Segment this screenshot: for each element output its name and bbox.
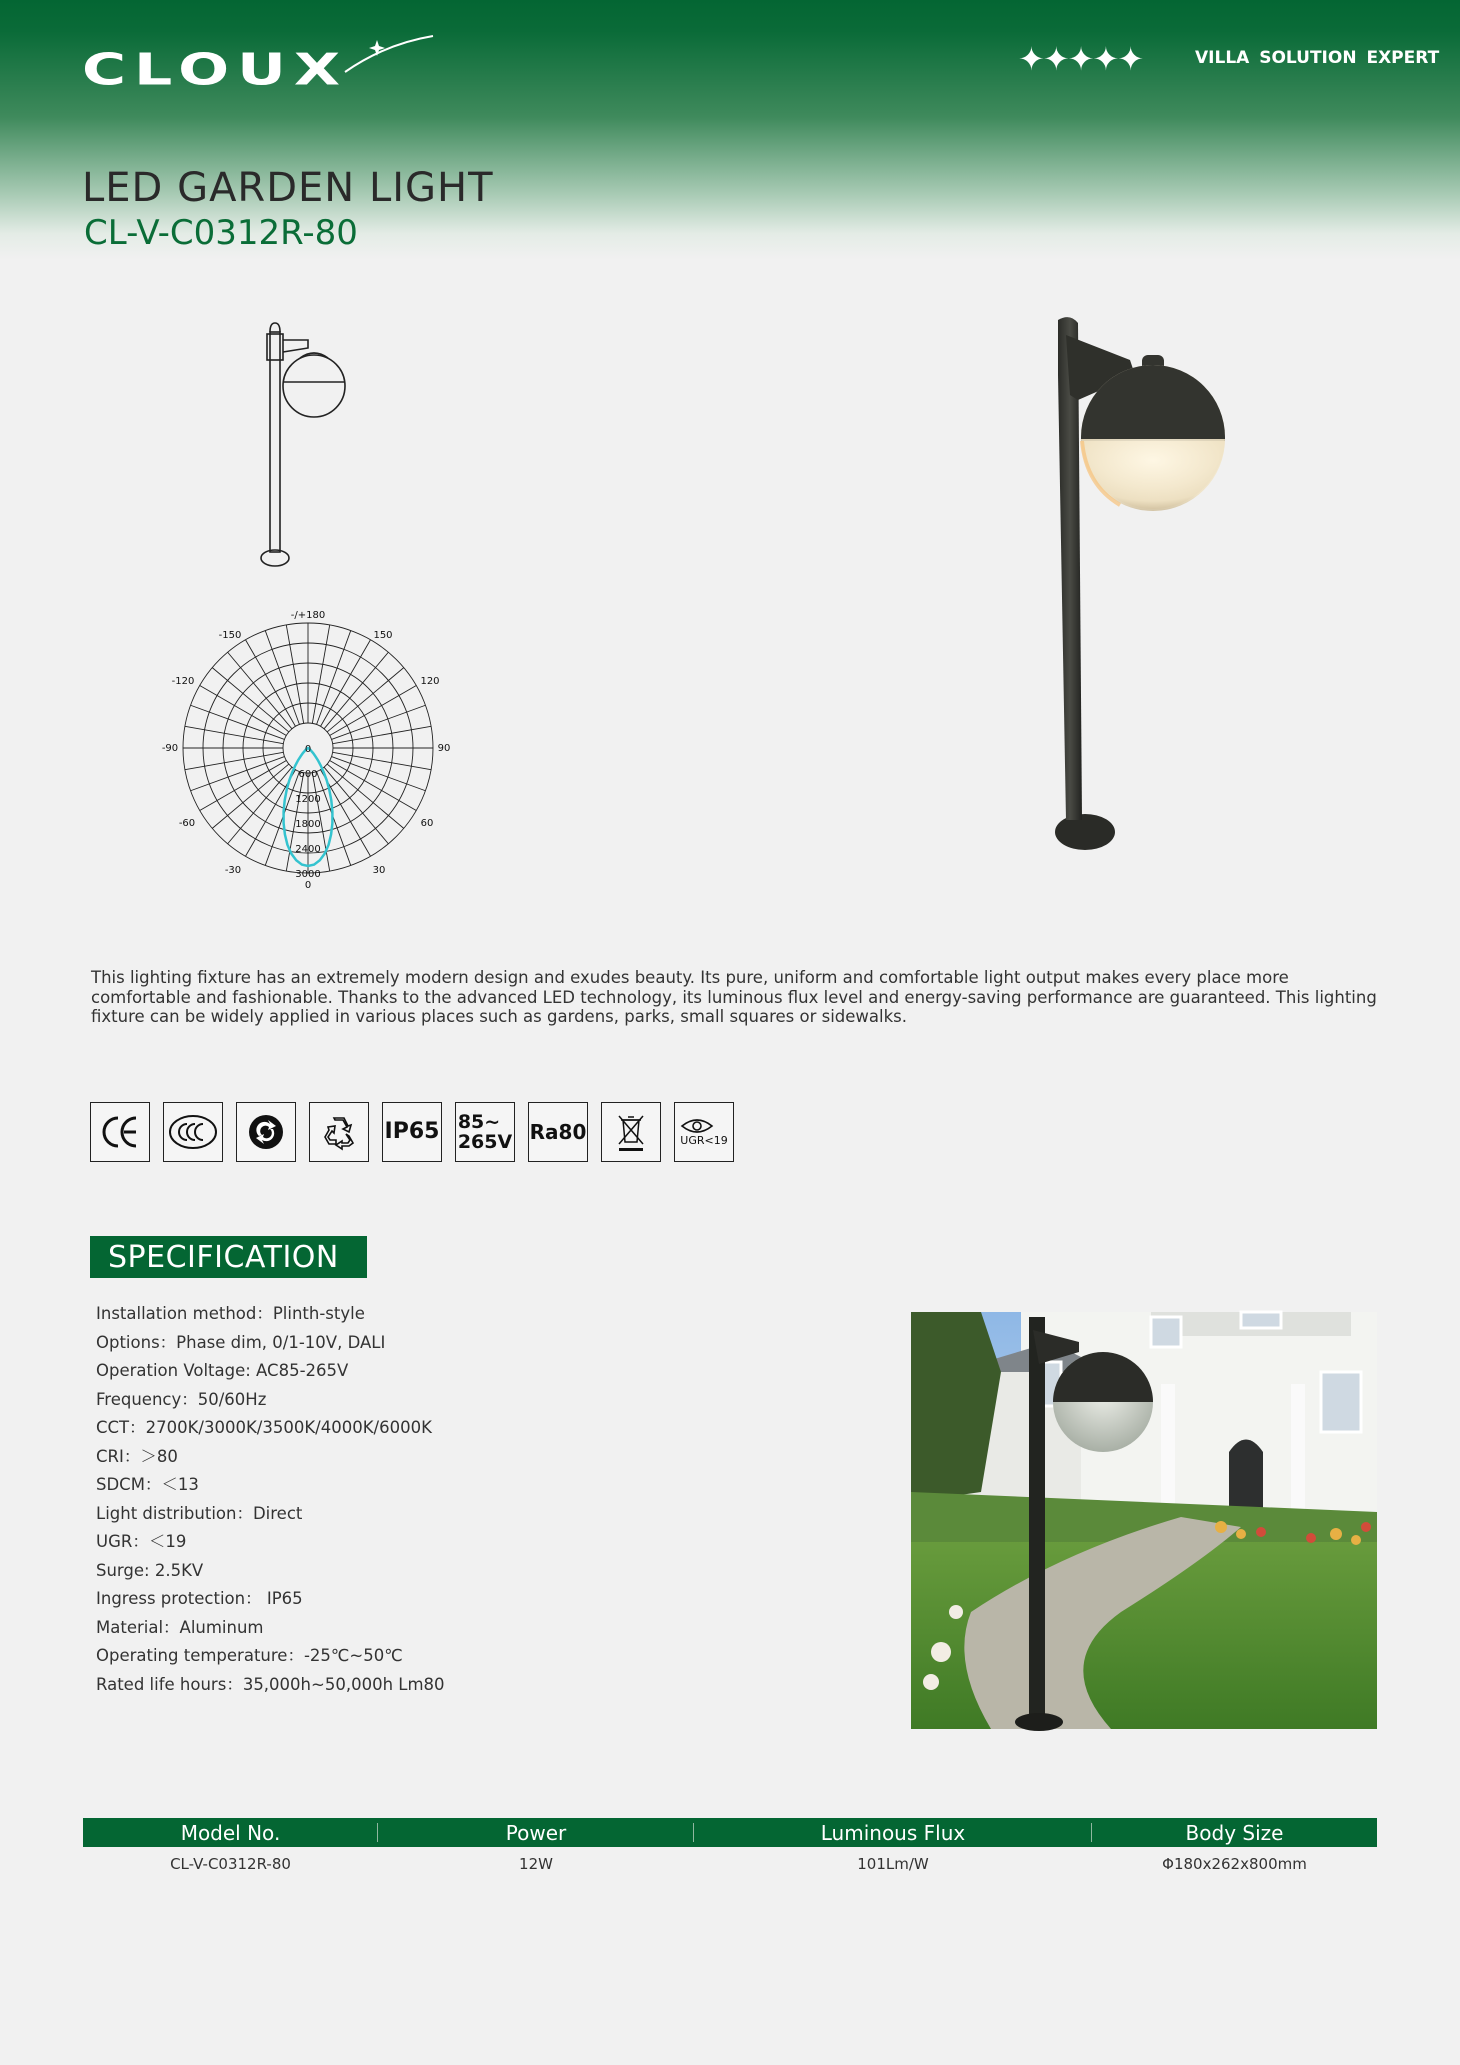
ip65-icon xyxy=(382,1102,442,1162)
polar-spoke xyxy=(191,705,285,739)
radial-label: 2400 xyxy=(295,844,321,855)
voltage-icon xyxy=(455,1102,515,1162)
brand-logo xyxy=(82,42,438,102)
installation-scene-photo xyxy=(911,1312,1377,1729)
angle-label: -60 xyxy=(178,818,196,829)
polar-spoke xyxy=(331,757,425,791)
radial-label: 3000 xyxy=(295,869,321,880)
radial-label: 0 xyxy=(304,744,312,755)
polar-spoke xyxy=(286,625,303,723)
polar-spoke xyxy=(265,631,299,725)
angle-label: 90 xyxy=(437,743,451,754)
column-header: Power xyxy=(378,1818,694,1847)
ugr-label: UGR<19 xyxy=(680,1134,728,1147)
spec-item: Installation method：Plinth-style xyxy=(96,1304,365,1323)
polar-spoke xyxy=(317,771,351,865)
polar-spoke xyxy=(317,631,351,725)
model-number: CL-V-C0312R-80 xyxy=(84,213,358,253)
column-header: Model No. xyxy=(83,1818,378,1847)
polar-spoke xyxy=(333,752,431,769)
polar-light-distribution-chart xyxy=(161,605,455,895)
spec-item: SDCM：＜13 xyxy=(96,1475,199,1494)
spec-item: Ingress protection： IP65 xyxy=(96,1589,303,1608)
column-header: Body Size xyxy=(1185,1821,1284,1845)
angle-label: 150 xyxy=(373,630,393,641)
spec-item: UGR：＜19 xyxy=(96,1532,187,1551)
spec-item: Options：Phase dim, 0/1-10V, DALI xyxy=(96,1332,386,1352)
angle-label: -120 xyxy=(171,676,195,687)
column-header: Luminous Flux xyxy=(694,1818,1092,1847)
certification-icons xyxy=(90,1102,747,1164)
angle-label: 120 xyxy=(420,676,440,687)
angle-label: 0 xyxy=(304,880,312,891)
angle-label: -90 xyxy=(161,743,179,754)
polar-spoke xyxy=(312,625,329,723)
spec-item: Operation Voltage: AC85-265V xyxy=(96,1361,349,1380)
specification-list xyxy=(96,1300,445,1699)
ccc-icon xyxy=(163,1102,223,1162)
table-header xyxy=(83,1818,1377,1847)
eye-icon xyxy=(680,1117,714,1135)
angle-label: 60 xyxy=(420,818,434,829)
model-table xyxy=(83,1818,1377,1881)
tagline: VILLA SOLUTION EXPERT xyxy=(1195,48,1440,68)
green-dot-icon xyxy=(236,1102,296,1162)
ra80-icon xyxy=(528,1102,588,1162)
product-photo xyxy=(1040,315,1240,860)
radial-label: 1200 xyxy=(295,794,321,805)
rating-stars: ✦✦✦✦✦ xyxy=(1018,40,1143,78)
table-row xyxy=(83,1847,1377,1881)
weee-bin-icon xyxy=(601,1102,661,1162)
spec-item: Frequency：50/60Hz xyxy=(96,1389,267,1409)
table-cell: 12W xyxy=(519,1855,553,1873)
spec-item: Light distribution：Direct xyxy=(96,1503,303,1523)
product-description: This lighting fixture has an extremely modern design and exudes beauty. Its pure, uniform and comfortable light output makes every place more comfortable and fashionable. Thanks to the advanced LED technology, its luminous flux level and energy-saving performance are guaranteed. This lighting fixture can be widely applied in various places such as gardens, parks, small squares or sidewalks. xyxy=(91,968,1377,1026)
angle-label: -/+180 xyxy=(290,610,326,621)
recycle-icon xyxy=(309,1102,369,1162)
ra-label: Ra80 xyxy=(529,1120,587,1144)
radial-label: 1800 xyxy=(295,819,321,830)
spec-item: CCT：2700K/3000K/3500K/4000K/6000K xyxy=(96,1418,432,1437)
sparkle-icon xyxy=(345,34,435,74)
ugr-icon xyxy=(674,1102,734,1162)
spec-item: Material：Aluminum xyxy=(96,1617,264,1637)
voltage-line-2: 265V xyxy=(457,1131,513,1153)
ip-rating-label: IP65 xyxy=(384,1119,440,1144)
spec-item: Rated life hours：35,000h~50,000h Lm80 xyxy=(96,1674,445,1694)
polar-spoke xyxy=(331,705,425,739)
polar-spoke xyxy=(333,726,431,743)
polar-spoke xyxy=(185,726,283,743)
specification-heading: SPECIFICATION xyxy=(90,1236,367,1278)
ce-icon xyxy=(90,1102,150,1162)
radial-label: 600 xyxy=(298,769,318,780)
spec-item: Operating temperature：-25℃~50℃ xyxy=(96,1646,403,1665)
angle-label: -150 xyxy=(218,630,242,641)
table-cell: Φ180x262x800mm xyxy=(1162,1855,1307,1873)
table-cell: CL-V-C0312R-80 xyxy=(170,1855,291,1873)
polar-spoke xyxy=(191,757,285,791)
spec-item: Surge: 2.5KV xyxy=(96,1560,204,1580)
line-drawing xyxy=(250,318,360,573)
table-cell: 101Lm/W xyxy=(857,1855,929,1873)
angle-label: 30 xyxy=(372,865,386,876)
angle-label: -30 xyxy=(224,865,242,876)
page-title: LED GARDEN LIGHT xyxy=(82,165,494,211)
spec-item: CRI：＞80 xyxy=(96,1446,178,1466)
brand-logo-text: CLOUX xyxy=(82,44,349,96)
polar-spoke xyxy=(185,752,283,769)
voltage-line-1: 85~ xyxy=(457,1111,501,1133)
